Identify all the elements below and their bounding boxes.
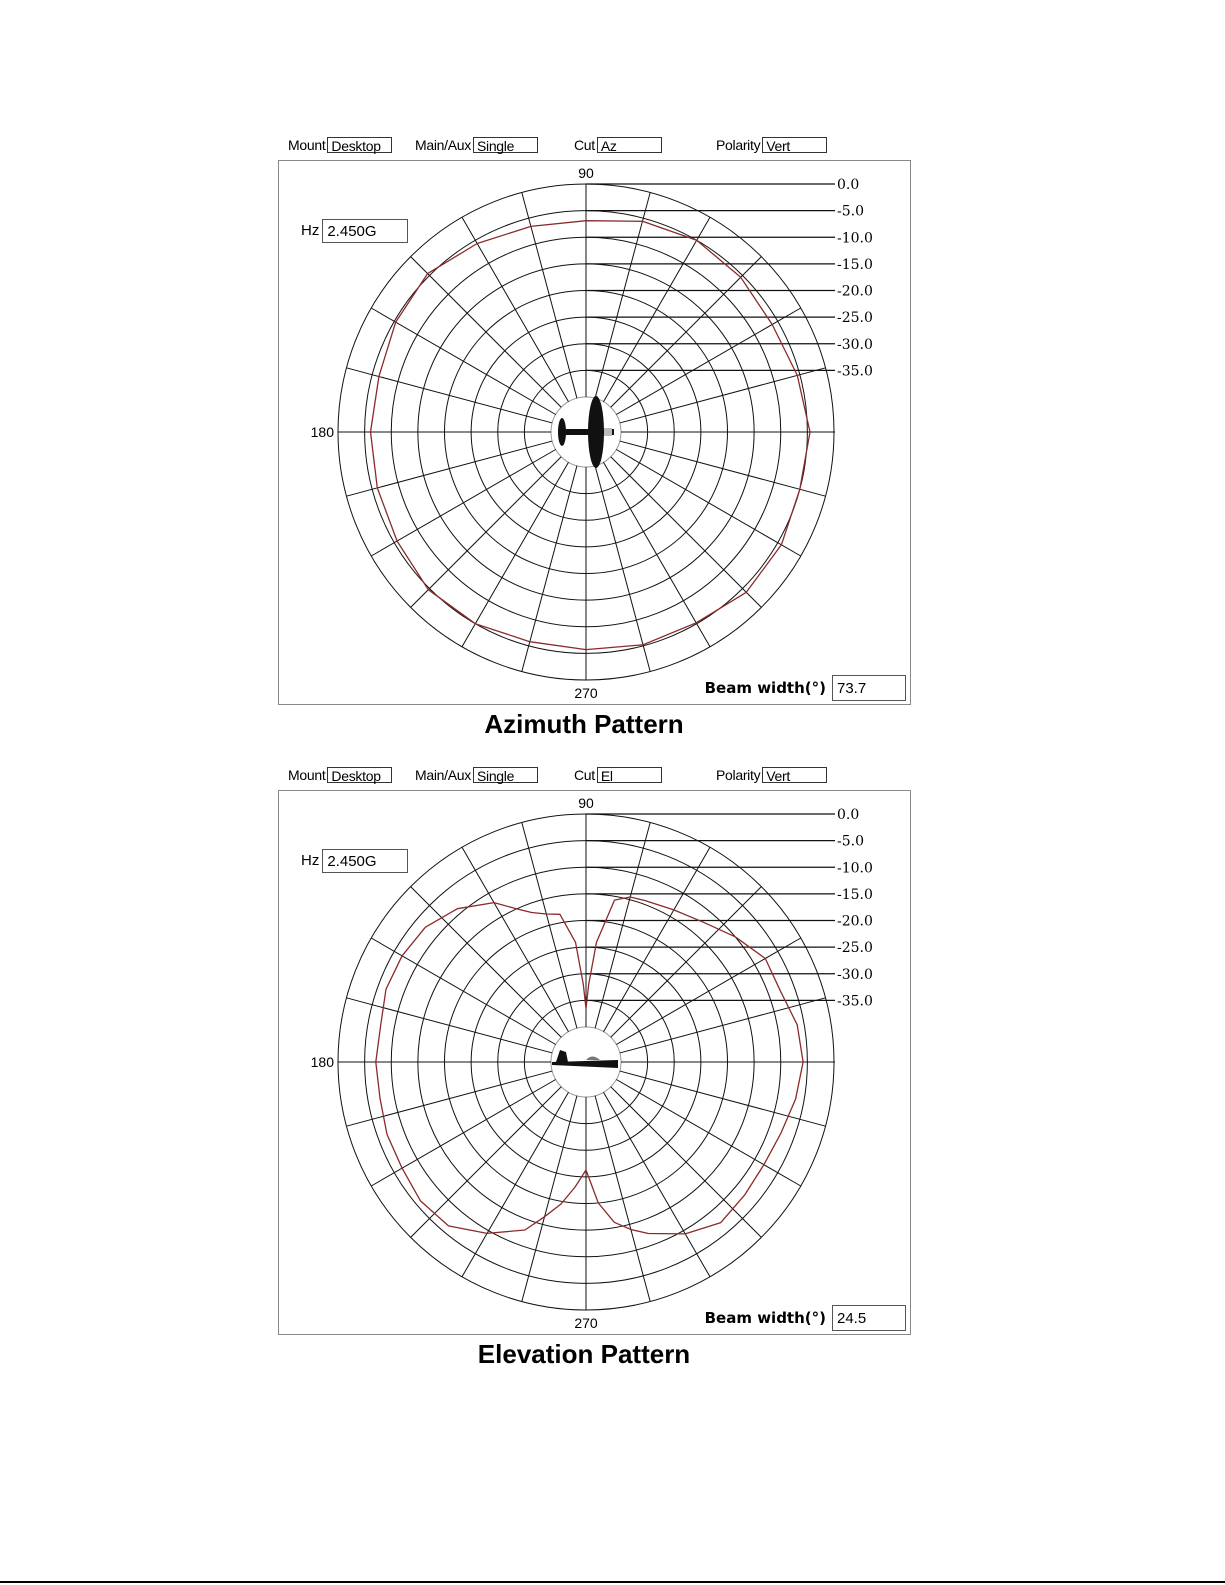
cut-label: Cut bbox=[574, 137, 595, 154]
angle-label: 270 bbox=[574, 1315, 598, 1331]
main-aux-field bbox=[415, 766, 538, 783]
aircraft-side-view-icon bbox=[552, 1050, 618, 1068]
beam-width-label: Beam width(°) bbox=[704, 1309, 826, 1327]
toolbar bbox=[278, 762, 918, 788]
polarity-field bbox=[716, 136, 827, 153]
grid-spoke bbox=[620, 368, 826, 423]
polarity-select[interactable]: Vert bbox=[762, 767, 827, 783]
chart-caption: Azimuth Pattern bbox=[484, 709, 684, 739]
grid-spoke bbox=[462, 847, 569, 1031]
mount-label: Mount bbox=[288, 137, 326, 154]
grid-spoke bbox=[616, 1080, 800, 1187]
ring-label: -20.0 bbox=[837, 913, 873, 930]
grid-spoke bbox=[462, 217, 569, 401]
grid-spoke bbox=[595, 466, 650, 672]
toolbar bbox=[278, 132, 918, 158]
polarity-label: Polarity bbox=[716, 767, 761, 784]
grid-spoke bbox=[411, 1087, 562, 1238]
hz-label: Hz bbox=[301, 221, 320, 239]
ring-label: 0.0 bbox=[837, 807, 860, 823]
grid-spoke bbox=[611, 1087, 762, 1238]
grid-spoke bbox=[411, 257, 562, 408]
angle-label: 180 bbox=[310, 424, 334, 440]
grid-spoke bbox=[462, 1092, 569, 1276]
chart-caption: Elevation Pattern bbox=[477, 1339, 691, 1369]
ring-label: -30.0 bbox=[837, 966, 873, 983]
main-aux-label: Main/Aux bbox=[415, 137, 471, 154]
grid-spoke bbox=[346, 998, 552, 1053]
angle-label: 90 bbox=[578, 165, 594, 181]
ring-label: -20.0 bbox=[837, 283, 873, 300]
polarity-field bbox=[716, 766, 827, 783]
grid-spoke bbox=[522, 1096, 577, 1302]
grid-spoke bbox=[346, 368, 552, 423]
grid-spoke bbox=[620, 998, 826, 1053]
aircraft-top-view-icon bbox=[558, 396, 614, 468]
polarity-label: Polarity bbox=[716, 137, 761, 154]
cut-label: Cut bbox=[574, 767, 595, 784]
grid-spoke bbox=[620, 1071, 826, 1126]
grid-spoke bbox=[371, 450, 555, 557]
grid-spoke bbox=[604, 217, 711, 401]
grid-spoke bbox=[371, 1080, 555, 1187]
main-aux-field bbox=[415, 136, 538, 153]
grid-spoke bbox=[616, 308, 800, 415]
grid-spoke bbox=[595, 1096, 650, 1302]
grid-spoke bbox=[462, 462, 569, 646]
hz-input[interactable]: 2.450G bbox=[322, 219, 408, 243]
grid-spoke bbox=[620, 441, 826, 496]
mount-field bbox=[288, 766, 392, 783]
main-aux-select[interactable]: Single bbox=[473, 767, 538, 783]
main-aux-label: Main/Aux bbox=[415, 767, 471, 784]
cut-select[interactable]: Az bbox=[597, 137, 662, 153]
frequency-field bbox=[301, 219, 408, 243]
polar-plot bbox=[278, 160, 911, 705]
grid-spoke bbox=[411, 457, 562, 608]
polarity-select[interactable]: Vert bbox=[762, 137, 827, 153]
grid-spoke bbox=[595, 192, 650, 398]
grid-spoke bbox=[522, 822, 577, 1028]
grid-spoke bbox=[371, 308, 555, 415]
ring-label: -5.0 bbox=[837, 203, 864, 220]
ring-label: -30.0 bbox=[837, 336, 873, 353]
beam-width-field bbox=[705, 1305, 906, 1331]
cut-field bbox=[574, 766, 662, 783]
grid-spoke bbox=[616, 938, 800, 1045]
grid-spoke bbox=[604, 1092, 711, 1276]
mount-label: Mount bbox=[288, 767, 326, 784]
ring-label: -35.0 bbox=[837, 993, 873, 1010]
hz-input[interactable]: 2.450G bbox=[322, 849, 408, 873]
grid-spoke bbox=[604, 847, 711, 1031]
ring-label: -10.0 bbox=[837, 860, 873, 877]
angle-label: 180 bbox=[310, 1054, 334, 1070]
beam-width-value: 24.5 bbox=[832, 1305, 906, 1331]
page-bottom-rule bbox=[0, 1581, 1225, 1583]
cut-select[interactable]: El bbox=[597, 767, 662, 783]
ring-label: -10.0 bbox=[837, 230, 873, 247]
grid-spoke bbox=[611, 457, 762, 608]
ring-label: -5.0 bbox=[837, 833, 864, 850]
polar-plot bbox=[278, 790, 911, 1335]
grid-spoke bbox=[371, 938, 555, 1045]
angle-label: 90 bbox=[578, 795, 594, 811]
ring-label: -25.0 bbox=[837, 940, 873, 957]
grid-spoke bbox=[411, 887, 562, 1038]
angle-label: 270 bbox=[574, 685, 598, 701]
mount-select[interactable]: Desktop bbox=[327, 767, 392, 783]
ring-label: -35.0 bbox=[837, 363, 873, 380]
hz-label: Hz bbox=[301, 851, 320, 869]
grid-spoke bbox=[522, 192, 577, 398]
mount-select[interactable]: Desktop bbox=[327, 137, 392, 153]
frequency-field bbox=[301, 849, 408, 873]
main-aux-select[interactable]: Single bbox=[473, 137, 538, 153]
ring-label: -15.0 bbox=[837, 886, 873, 903]
grid-spoke bbox=[522, 466, 577, 672]
grid-spoke bbox=[611, 257, 762, 408]
cut-field bbox=[574, 136, 662, 153]
grid-spoke bbox=[616, 450, 800, 557]
beam-width-label: Beam width(°) bbox=[704, 679, 826, 697]
ring-label: -15.0 bbox=[837, 256, 873, 273]
grid-spoke bbox=[611, 887, 762, 1038]
beam-width-field bbox=[705, 675, 906, 701]
mount-field bbox=[288, 136, 392, 153]
beam-width-value: 73.7 bbox=[832, 675, 906, 701]
grid-spoke bbox=[604, 462, 711, 646]
ring-label: -25.0 bbox=[837, 310, 873, 327]
ring-label: 0.0 bbox=[837, 177, 860, 193]
